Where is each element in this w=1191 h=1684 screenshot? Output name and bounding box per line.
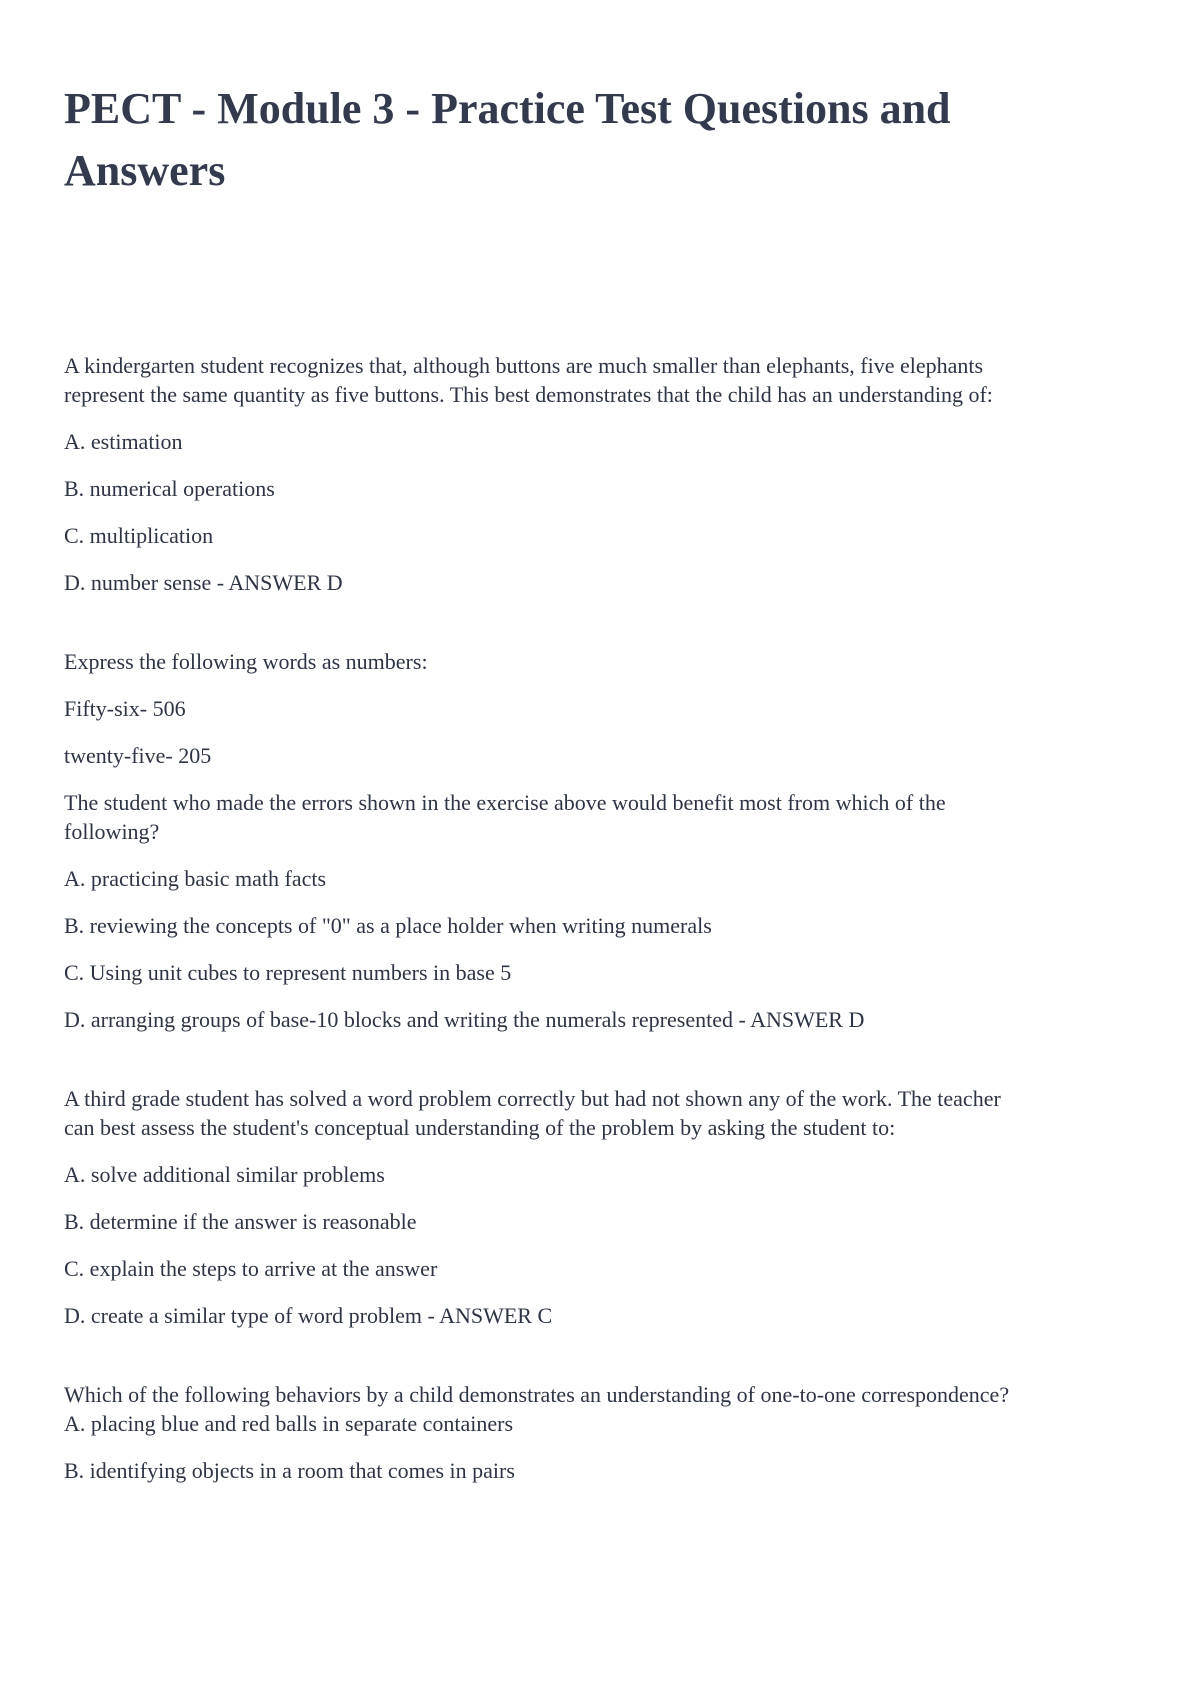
- question-block-3: [64, 1084, 1022, 1330]
- question-block-1: [64, 351, 1022, 597]
- exercise-line: twenty-five- 205: [64, 743, 212, 768]
- answer-option: A. estimation: [64, 429, 183, 454]
- answer-option: B. identifying objects in a room that comes in pairs: [64, 1458, 515, 1483]
- question-block-4: [64, 1380, 1022, 1485]
- answer-option: B. reviewing the concepts of "0" as a place holder when writing numerals: [64, 913, 712, 938]
- answer-option: B. determine if the answer is reasonable: [64, 1209, 417, 1234]
- question-prompt: A kindergarten student recognizes that, although buttons are much smaller than elephants, five elephants represent the same quantity as five buttons. This best demonstrates that the child has an understanding of:: [64, 353, 993, 407]
- exercise-line: Fifty-six- 506: [64, 696, 186, 721]
- question-prompt: A third grade student has solved a word problem correctly but had not shown any of the work. The teacher can best assess the student's conceptual understanding of the problem by asking the student to:: [64, 1086, 1001, 1140]
- answer-option: A. placing blue and red balls in separate containers: [64, 1411, 514, 1436]
- answer-option: B. numerical operations: [64, 476, 275, 501]
- answer-option: C. explain the steps to arrive at the answer: [64, 1256, 438, 1281]
- question-prompt: Which of the following behaviors by a child demonstrates an understanding of one-to-one correspondence?: [64, 1382, 1010, 1407]
- exercise-intro: Express the following words as numbers:: [64, 649, 428, 674]
- answer-option: D. arranging groups of base-10 blocks and writing the numerals represented - ANSWER D: [64, 1007, 865, 1032]
- answer-option: C. Using unit cubes to represent numbers in base 5: [64, 960, 512, 985]
- answer-option: A. practicing basic math facts: [64, 866, 327, 891]
- answer-option: A. solve additional similar problems: [64, 1162, 385, 1187]
- answer-option: D. number sense - ANSWER D: [64, 570, 343, 595]
- question-prompt: The student who made the errors shown in the exercise above would benefit most from which of the following?: [64, 790, 946, 844]
- question-block-2: [64, 647, 1022, 1034]
- page-title: PECT - Module 3 - Practice Test Questions and Answers: [64, 84, 951, 195]
- answer-option: C. multiplication: [64, 523, 214, 548]
- answer-option: D. create a similar type of word problem - ANSWER C: [64, 1303, 553, 1328]
